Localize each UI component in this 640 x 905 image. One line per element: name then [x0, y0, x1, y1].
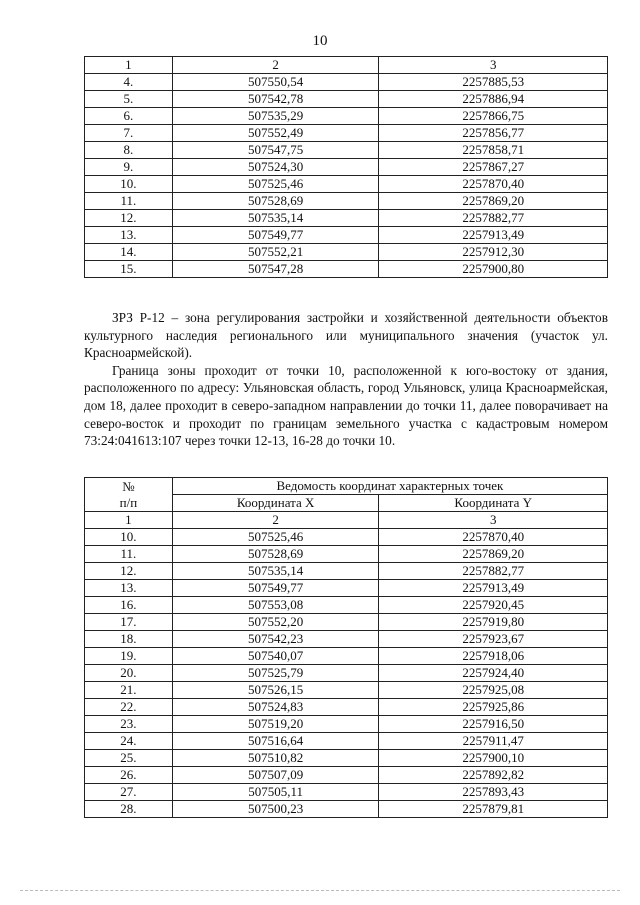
table-index-row	[85, 512, 608, 529]
coord-y-cell: 2257870,40	[379, 529, 608, 546]
coord-x-cell: 507507,09	[172, 767, 379, 784]
table-row	[85, 91, 608, 108]
coord-y-cell: 2257885,53	[379, 74, 608, 91]
coord-y-cell: 2257869,20	[379, 546, 608, 563]
point-number-cell: 12.	[85, 563, 173, 580]
index-cell: 1	[85, 512, 173, 529]
coord-x-cell: 507525,79	[172, 665, 379, 682]
coord-x-cell: 507553,08	[172, 597, 379, 614]
coord-x-cell: 507542,78	[172, 91, 379, 108]
coord-x-cell: 507519,20	[172, 716, 379, 733]
point-number-cell: 6.	[85, 108, 173, 125]
page-number: 10	[312, 33, 328, 49]
point-number-cell: 11.	[85, 193, 173, 210]
header-cell: 1	[85, 57, 173, 74]
point-number-cell: 23.	[85, 716, 173, 733]
coord-x-cell: 507542,23	[172, 631, 379, 648]
coord-y-cell: 2257870,40	[379, 176, 608, 193]
coord-y-cell: 2257923,67	[379, 631, 608, 648]
point-number-cell: 10.	[85, 176, 173, 193]
header-cell: 3	[379, 57, 608, 74]
index-cell: 2	[172, 512, 379, 529]
point-number-cell: 21.	[85, 682, 173, 699]
point-number-cell: 17.	[85, 614, 173, 631]
coord-y-cell: 2257893,43	[379, 784, 608, 801]
coord-y-cell: 2257866,75	[379, 108, 608, 125]
table-row	[85, 801, 608, 818]
coord-y-cell: 2257900,80	[379, 261, 608, 278]
zone-boundary-paragraph: Граница зоны проходит от точки 10, расположенной к юго-востоку от здания, расположенного по адресу: Ульяновская область, город Ульяновск, улица Красноармейская, дом 18, далее проходит в северо-западном направлении до точки 11, далее поворачивает на северо-восток и проходит по границам земельного участка с кадастровым номером 73:24:041613:107 через точки 12-13, 16-28 до точки 10.	[84, 362, 608, 449]
coord-x-cell: 507549,77	[172, 580, 379, 597]
coord-y-cell: 2257879,81	[379, 801, 608, 818]
point-number-cell: 4.	[85, 74, 173, 91]
col-number-sublabel: п/п	[119, 494, 138, 510]
point-number-cell: 19.	[85, 648, 173, 665]
table-row	[85, 546, 608, 563]
coord-y-cell: 2257886,94	[379, 91, 608, 108]
table-row	[85, 733, 608, 750]
coord-x-cell: 507552,21	[172, 244, 379, 261]
table-row	[85, 716, 608, 733]
coord-y-cell: 2257920,45	[379, 597, 608, 614]
coord-y-cell: 2257892,82	[379, 767, 608, 784]
point-number-cell: 18.	[85, 631, 173, 648]
col-x-header: Координата X	[172, 495, 379, 512]
coord-y-cell: 2257925,86	[379, 699, 608, 716]
coord-x-cell: 507535,14	[172, 563, 379, 580]
coord-y-cell: 2257913,49	[379, 580, 608, 597]
coord-x-cell: 507516,64	[172, 733, 379, 750]
table-row	[85, 580, 608, 597]
point-number-cell: 16.	[85, 597, 173, 614]
coord-y-cell: 2257924,40	[379, 665, 608, 682]
coord-y-cell: 2257867,27	[379, 159, 608, 176]
point-number-cell: 5.	[85, 91, 173, 108]
table-row	[85, 227, 608, 244]
col-number-header	[85, 478, 173, 512]
table-row	[85, 750, 608, 767]
point-number-cell: 10.	[85, 529, 173, 546]
coord-x-cell: 507505,11	[172, 784, 379, 801]
page-bottom-edge	[20, 890, 620, 891]
table-row	[85, 614, 608, 631]
point-number-cell: 24.	[85, 733, 173, 750]
point-number-cell: 22.	[85, 699, 173, 716]
coord-y-cell: 2257869,20	[379, 193, 608, 210]
table-row	[85, 261, 608, 278]
coord-y-cell: 2257900,10	[379, 750, 608, 767]
header-cell: 2	[172, 57, 379, 74]
table-row	[85, 108, 608, 125]
coord-x-cell: 507528,69	[172, 546, 379, 563]
group-header: Ведомость координат характерных точек	[172, 478, 607, 495]
point-number-cell: 12.	[85, 210, 173, 227]
table-row	[85, 159, 608, 176]
table-row	[85, 699, 608, 716]
coord-x-cell: 507550,54	[172, 74, 379, 91]
table-row	[85, 193, 608, 210]
coord-y-cell: 2257912,30	[379, 244, 608, 261]
point-number-cell: 13.	[85, 580, 173, 597]
coord-x-cell: 507552,20	[172, 614, 379, 631]
table-row	[85, 665, 608, 682]
point-number-cell: 27.	[85, 784, 173, 801]
coord-x-cell: 507535,29	[172, 108, 379, 125]
table-header-row	[85, 57, 608, 74]
point-number-cell: 14.	[85, 244, 173, 261]
table-row	[85, 210, 608, 227]
coord-x-cell: 507500,23	[172, 801, 379, 818]
table-row	[85, 244, 608, 261]
coord-y-cell: 2257925,08	[379, 682, 608, 699]
coord-x-cell: 507528,69	[172, 193, 379, 210]
coord-y-cell: 2257919,80	[379, 614, 608, 631]
zone-description	[84, 309, 608, 450]
point-number-cell: 7.	[85, 125, 173, 142]
table-header-row	[85, 478, 608, 495]
coord-x-cell: 507547,28	[172, 261, 379, 278]
table-row	[85, 648, 608, 665]
table-row	[85, 142, 608, 159]
coordinates-table	[84, 477, 608, 818]
index-cell: 3	[379, 512, 608, 529]
col-y-header: Координата Y	[379, 495, 608, 512]
table-row	[85, 767, 608, 784]
point-number-cell: 28.	[85, 801, 173, 818]
coord-y-cell: 2257911,47	[379, 733, 608, 750]
table-row	[85, 563, 608, 580]
point-number-cell: 25.	[85, 750, 173, 767]
coord-y-cell: 2257918,06	[379, 648, 608, 665]
point-number-cell: 9.	[85, 159, 173, 176]
point-number-cell: 13.	[85, 227, 173, 244]
coord-y-cell: 2257858,71	[379, 142, 608, 159]
table-row	[85, 597, 608, 614]
coord-x-cell: 507524,30	[172, 159, 379, 176]
coord-x-cell: 507510,82	[172, 750, 379, 767]
point-number-cell: 11.	[85, 546, 173, 563]
point-number-cell: 26.	[85, 767, 173, 784]
coord-y-cell: 2257916,50	[379, 716, 608, 733]
coord-y-cell: 2257913,49	[379, 227, 608, 244]
table-row	[85, 176, 608, 193]
coord-x-cell: 507540,07	[172, 648, 379, 665]
zone-title-paragraph: ЗРЗ Р-12 – зона регулирования застройки и хозяйственной деятельности объектов культурного наследия регионального или муниципального значения (участок ул. Красноармейской).	[84, 310, 608, 361]
coord-x-cell: 507535,14	[172, 210, 379, 227]
coord-x-cell: 507525,46	[172, 176, 379, 193]
point-number-cell: 15.	[85, 261, 173, 278]
coord-x-cell: 507552,49	[172, 125, 379, 142]
table-row	[85, 529, 608, 546]
coord-x-cell: 507549,77	[172, 227, 379, 244]
table-row	[85, 74, 608, 91]
coord-x-cell: 507547,75	[172, 142, 379, 159]
table-row	[85, 784, 608, 801]
coord-y-cell: 2257856,77	[379, 125, 608, 142]
coord-x-cell: 507524,83	[172, 699, 379, 716]
coordinates-table-continued	[84, 56, 608, 278]
coord-x-cell: 507525,46	[172, 529, 379, 546]
col-number-label: №	[122, 478, 135, 494]
coord-y-cell: 2257882,77	[379, 563, 608, 580]
coord-x-cell: 507526,15	[172, 682, 379, 699]
coord-y-cell: 2257882,77	[379, 210, 608, 227]
table-row	[85, 125, 608, 142]
point-number-cell: 20.	[85, 665, 173, 682]
table-row	[85, 631, 608, 648]
table-row	[85, 682, 608, 699]
point-number-cell: 8.	[85, 142, 173, 159]
